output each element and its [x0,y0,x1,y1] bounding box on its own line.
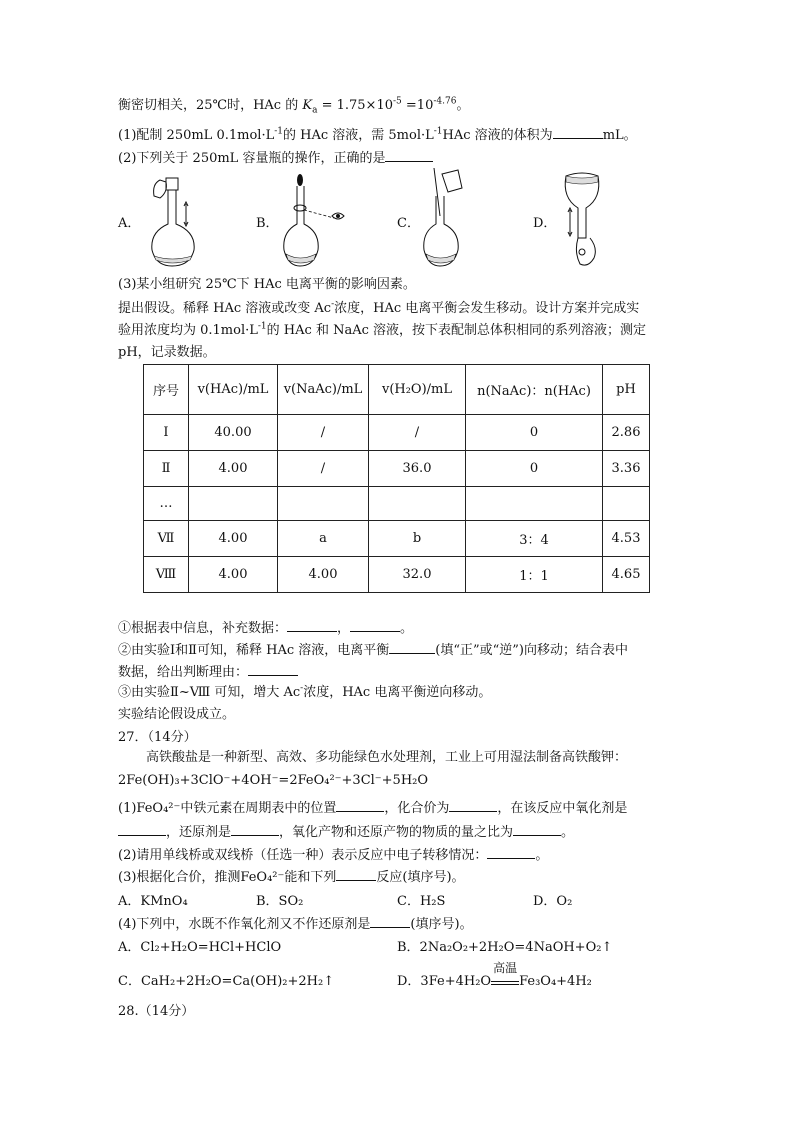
option-c[interactable]: C．CaH₂+2H₂O=Ca(OH)₂+2H₂↑ [118,974,335,989]
answer-blank[interactable] [287,617,337,632]
answer-blank[interactable] [385,147,433,162]
answer-blank[interactable] [350,617,400,632]
table-cell: b [369,521,466,557]
table-cell: 1：1 [466,557,603,593]
question-3-line: 验用浓度均为 $0.1mol\cdot L^{-1}$的 HAc 和 NaAc 溶液，按下表配制总体积相同的系列溶液；测定 [118,321,647,338]
table-cell: 36.0 [369,451,466,487]
question-28-title: 28.（14分） [118,1004,195,1019]
question-27-part-4: (4)下列中，水既不作氧化剂又不作还原剂是 (填序号)。 [118,913,473,934]
question-1: (1)配制 250mL $0.1mol\cdot L^{-1}$的 HAc 溶液，需 $5mol\cdot L^{-1}HAc$ 溶液的体积为 mL。 [118,124,637,145]
table-cell: 4.53 [603,521,650,557]
question-3-title: (3)某小组研究 25℃下 HAc 电离平衡的影响因素。 [118,277,416,292]
volumetric-flask-b-icon [280,170,350,270]
sub-question-2-cont: 数据，给出判断理由： [118,661,298,682]
sub-question-2: ②由实验Ⅰ和Ⅱ可知，稀释 HAc 溶液，电离平衡 (填“正”或“逆”)向移动；结合表中 [118,639,628,660]
table-cell [189,487,278,521]
table-cell: Ⅷ [144,557,189,593]
option-d[interactable]: D．O₂ [533,894,573,909]
table-header-row [144,365,650,415]
table-cell: 4.65 [603,557,650,593]
table-cell: 4.00 [189,557,278,593]
volumetric-flask-d-icon [558,168,618,272]
option-a[interactable]: A．Cl₂+H₂O=HCl+HClO [118,940,282,955]
table-cell: 0 [466,451,603,487]
table-cell: 32.0 [369,557,466,593]
answer-blank[interactable] [487,844,535,859]
table-cell: 2.86 [603,415,650,451]
table-cell [369,487,466,521]
table-row [144,521,650,557]
option-a-label: A． [118,216,141,231]
answer-blank[interactable] [389,639,435,654]
table-header: v(NaAc)/mL [278,365,369,415]
table-row [144,451,650,487]
question-27-part-1-cont: ，还原剂是 ，氧化产物和还原产物的物质的量之比为 。 [118,821,574,842]
table-cell: 4.00 [189,521,278,557]
volumetric-flask-a-icon [140,170,210,270]
table-row [144,557,650,593]
conclusion: 实验结论假设成立。 [118,707,236,722]
option-d-label: D． [533,216,557,231]
reaction-condition: 高温 [491,973,519,985]
answer-blank[interactable] [231,821,279,836]
table-cell: / [369,415,466,451]
question-27-part-3: (3)根据化合价，推测FeO₄²⁻能和下列 反应(填序号)。 [118,866,465,887]
table-cell: 3：4 [466,521,603,557]
answer-blank[interactable] [118,821,166,836]
table-cell: 0 [466,415,603,451]
question-3-line: pH，记录数据。 [118,345,216,360]
question-27-part-2: (2)请用单线桥或双线桥（任选一种）表示反应中电子转移情况： 。 [118,844,548,865]
option-c[interactable]: C．H₂S [397,894,446,909]
table-cell: 4.00 [189,451,278,487]
table-cell: Ⅰ [144,415,189,451]
option-c-label: C． [397,216,420,231]
table-row [144,415,650,451]
table-cell: / [278,415,369,451]
question-27-part-1: (1)FeO₄²⁻中铁元素在周期表中的位置 ，化合价为 ，在该反应中氧化剂是 [118,797,627,818]
option-d[interactable]: D．3Fe+4H₂O 高温 Fe₃O₄+4H₂ [397,961,592,989]
table-cell [278,487,369,521]
sub-question-1: ①根据表中信息，补充数据： ， 。 [118,617,413,638]
answer-blank[interactable] [553,124,603,139]
answer-blank[interactable] [449,797,497,812]
question-2: (2)下列关于 250mL 容量瓶的操作，正确的是 [118,147,433,168]
table-header: n(NaAc)：n(HAc) [466,365,603,415]
question-27-title: 27．（14分） [118,730,197,745]
table-cell: … [144,487,189,521]
answer-blank[interactable] [336,866,376,881]
volumetric-flask-c-icon [418,166,478,272]
table-header: v(H₂O)/mL [369,365,466,415]
option-b[interactable]: B．2Na₂O₂+2H₂O=4NaOH+O₂↑ [397,940,613,955]
table-header: pH [603,365,650,415]
answer-blank[interactable] [370,913,410,928]
answer-blank[interactable] [248,661,298,676]
table-header: v(HAc)/mL [189,365,278,415]
table-row [144,487,650,521]
table-header: 序号 [144,365,189,415]
table-cell: a [278,521,369,557]
answer-blank[interactable] [513,821,561,836]
table-cell: Ⅶ [144,521,189,557]
table-cell: / [278,451,369,487]
experiment-table [143,364,650,593]
table-cell: 40.00 [189,415,278,451]
question-3-line: 提出假设。稀释 HAc 溶液或改变 Ac-浓度，HAc 电离平衡会发生移动。设计方案并完成实 [118,299,640,316]
sub-question-3: ③由实验Ⅱ~Ⅷ 可知，增大 Ac-浓度，HAc 电离平衡逆向移动。 [118,683,492,700]
table-cell: Ⅱ [144,451,189,487]
table-cell [466,487,603,521]
table-cell [603,487,650,521]
reaction-equation: 2Fe(OH)₃+3ClO⁻+4OH⁻=2FeO₄²⁻+3Cl⁻+5H₂O [118,773,429,788]
intro-line: 衡密切相关，25℃时，HAc 的 $K_a = 1.75\times 10^{-5} =10^{-4.76}$。 [118,96,470,116]
option-b[interactable]: B．SO₂ [256,894,304,909]
question-27-intro: 高铁酸盐是一种新型、高效、多功能绿色水处理剂，工业上可用湿法制备高铁酸钾： [146,750,628,765]
table-cell: 3.36 [603,451,650,487]
option-a[interactable]: A．KMnO₄ [118,894,188,909]
option-b-label: B． [256,216,279,231]
table-cell: 4.00 [278,557,369,593]
answer-blank[interactable] [336,797,384,812]
